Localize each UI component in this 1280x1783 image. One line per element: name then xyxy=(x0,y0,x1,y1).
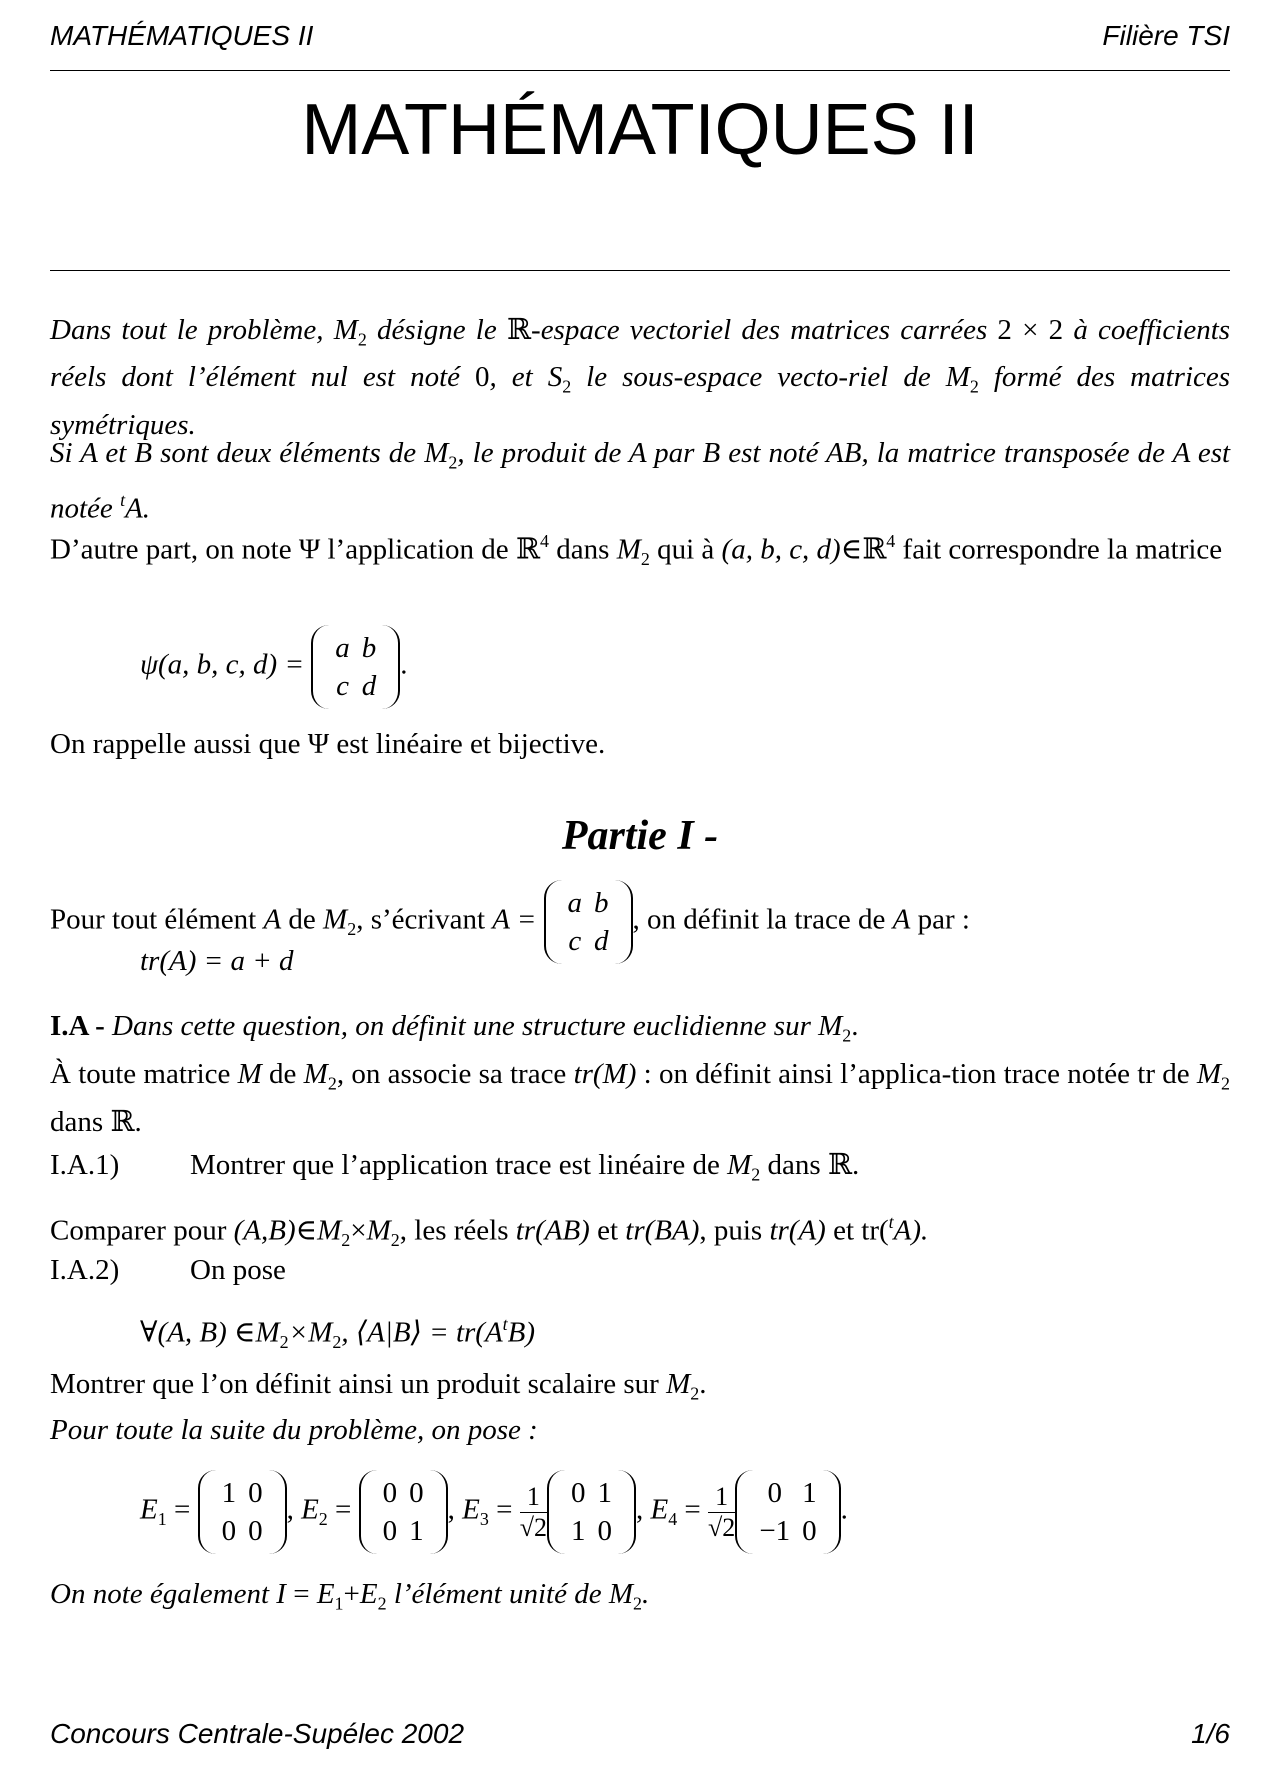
trace-formula: tr(A) = a + d xyxy=(140,945,294,977)
footer-page-number: 1/6 xyxy=(1191,1718,1230,1749)
question-IA1: I.A.1) Montrer que l’application trace est linéaire de $M_2$ dans ℝ. xyxy=(50,1147,860,1185)
page-header xyxy=(50,20,1230,54)
question-IA2-show: Montrer que l’on définit ainsi un produit scalaire sur $M_2$. xyxy=(50,1368,707,1404)
intro-paragraph-2: Si A et B sont deux éléments de $M_2$, le produit de A par B est noté AB, la matrice transposée de A est notée $^t$A. xyxy=(50,437,1231,525)
header-rule xyxy=(50,70,1230,71)
unit-element-text: On note également $I = E_1+E_2$ l’élément unité de $M_2$. xyxy=(50,1578,650,1614)
question-IA2: I.A.2) On pose xyxy=(50,1254,286,1286)
scalar-product-formula: ∀(A, B) $\in M_2\times M_2$, ⟨A|B⟩ = $tr(A^tB)$ xyxy=(140,1314,536,1352)
question-IA-text: À toute matrice M de $M_2$, on associe sa trace tr(M) : on définit ainsi l’applica-tion trace notée tr de $M_2$ dans ℝ. xyxy=(50,1058,1231,1139)
intro-paragraph-1: Dans tout le problème, $M_2$ désigne le ℝ-espace vectoriel des matrices carrées 2 × 2 à coefficients réels dont l’élément nul est noté 0, et $S_2$ le sous-espace vecto-riel de $M_2$ formé des matrices symétriques. xyxy=(50,312,1231,441)
matrix-E1: 1 0 0 0 xyxy=(198,1470,287,1554)
matrix-E2: 0 0 0 1 xyxy=(359,1470,448,1554)
trace-definition: Pour tout élément A de $M_2$, s’écrivant A = a b c d , on définit la trace de A par : xyxy=(50,880,1230,964)
question-IA1-compare: Comparer pour $(A,B)\in M_2\times M_2$, les réels tr(AB) et tr(BA), puis tr(A) et tr($^t$A). xyxy=(50,1212,929,1250)
intro-paragraph-4: On rappelle aussi que Ψ est linéaire et bijective. xyxy=(50,728,606,760)
fraction-E4: $\frac{1}{√2}$ xyxy=(708,1481,736,1542)
trace-matrix: a b c d xyxy=(544,880,633,964)
suite-text: Pour toute la suite du problème, on pose : xyxy=(50,1414,538,1446)
section-heading: Partie I - xyxy=(561,813,719,859)
document-page xyxy=(50,0,1230,1783)
matrix-E3: 0 1 1 0 xyxy=(547,1470,636,1554)
basis-formula: $E_1$ = 1 0 0 0 , $E_2$ = 0 0 0 1 , $E_3$ = $\frac{1}{√2}$ 0 1 1 0 , $E_4$ = $\frac{1}{√2}$ 0 1 −1 0 . xyxy=(140,1470,848,1554)
psi-matrix: a b c d xyxy=(311,625,400,709)
psi-formula: ψ(a, b, c, d) = a b c d . xyxy=(140,625,408,709)
question-IA-heading: I.A - Dans cette question, on définit une structure euclidienne sur $M_2$. xyxy=(50,1010,859,1046)
header-subject: MATHÉMATIQUES II xyxy=(50,20,314,51)
header-track: Filière TSI xyxy=(1102,20,1230,51)
title-rule xyxy=(50,270,1230,271)
intro-paragraph-3: D’autre part, on note Ψ l’application de ℝ$^4$ dans $M_2$ qui à (a, b, c, d)∈ℝ$^4$ fait correspondre la matrice xyxy=(50,531,1223,569)
matrix-E4: 0 1 −1 0 xyxy=(735,1470,840,1554)
fraction-E3: $\frac{1}{√2}$ xyxy=(519,1481,547,1542)
page-title: MATHÉMATIQUES II xyxy=(301,90,979,170)
footer-contest: Concours Centrale-Supélec 2002 xyxy=(50,1718,465,1749)
